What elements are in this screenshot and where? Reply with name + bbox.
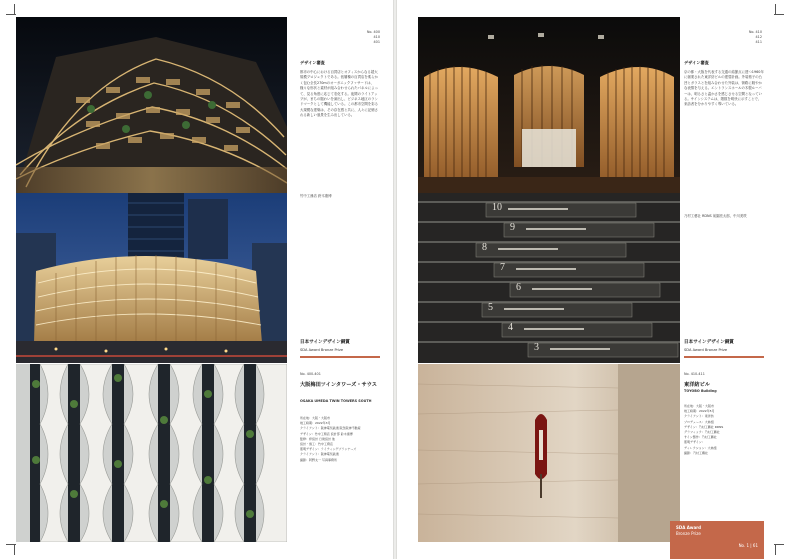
credit-line: サイン製作：乃村工藝社	[684, 435, 717, 440]
floor-number-labels	[418, 193, 680, 363]
credit-line: 設計・施工：竹中工務店	[300, 442, 334, 447]
credit-line: ディレクション：大林組	[684, 445, 717, 450]
credit-line: 竣工時期：2022年3月	[300, 421, 331, 426]
section-heading: デザイン審査	[300, 60, 325, 65]
credit-line: 所在地：大阪・大阪市	[684, 404, 715, 408]
review-text: 京の都・大阪を代表する交通の結節点に建つ1960年に創業された東洋紡ビルの建替計画。外装格子の凸凹とガラスとを組み合わせた外装は、街路に軽やかな表情を与える。エントランスホールの木製ルーバーは、明るさと温かさを感じさせる空間となっている。サインシステムは、階数を明快に示すことで、来訪者を分かりやすく導いている。	[684, 70, 764, 107]
credit-line: グラフィック：乃村工藝社	[684, 430, 720, 435]
credit-line: 所在地：大阪・大阪市	[300, 416, 331, 420]
section-heading: デザイン審査	[684, 60, 709, 65]
floor-number: 7	[500, 262, 505, 273]
credit-line: 監修：梓設計 日建設計 他	[300, 436, 335, 441]
crop-mark	[14, 4, 15, 14]
accent-rule	[300, 356, 380, 358]
credit-line: クライアント：阪神電気鉄道	[300, 452, 339, 457]
reviewer-name: 乃村工藝社 RDNS 前園亮太郎、中川美咲	[684, 214, 747, 218]
photo-facade-panels-day	[16, 364, 287, 542]
floor-number: 5	[488, 302, 493, 313]
spine-gutter	[393, 0, 397, 559]
project-title-en: OSAKA UMEDA TWIN TOWERS SOUTH	[300, 399, 372, 403]
crop-mark	[775, 545, 776, 555]
credit-line: デザイン：竹中工務店 設計部 鈴木康博	[300, 431, 353, 436]
project-title-en: TOYOBO Building	[684, 389, 717, 393]
credits-list	[300, 416, 386, 463]
award-tab	[670, 521, 764, 559]
page-number: No. 410 412 411	[748, 30, 762, 44]
credits-list	[684, 404, 770, 456]
review-text: 都市の中心における百貨店とオフィスからなる超大規模プロジェクトである。低層棟の百貨店を柔らかく包む全長270mのオーガニックファサードは、様々な形状と素材が組み合わせられたパネルによって、見る角度に応じて変化する。夜間のライトアップが、まちの賑わいを演出し、ビジネス地区のランドマークとして機能している。この都市空間を彩る大規模な建築は、その存在感と共に、人々に記憶される新しい風景を生み出している。	[300, 70, 378, 118]
credit-line: 照明デザイン：	[684, 440, 705, 445]
floor-number: 4	[508, 322, 513, 333]
photo-facade-night	[16, 17, 287, 193]
accent-rule	[684, 356, 764, 358]
photo-department-store-dusk	[16, 193, 287, 363]
credit-line: デザイン：乃村工藝社 RDNS	[684, 424, 724, 429]
floor-number: 10	[492, 202, 502, 213]
crop-mark	[774, 14, 784, 15]
prize-title: 日本サインデザイン銅賞	[300, 340, 350, 345]
prize-subtitle: SDA Award Bronze Prize	[684, 348, 728, 352]
award-tab-page: No. 1 | 61	[738, 543, 758, 548]
photo-stone-wall-sign-pole	[418, 364, 680, 542]
award-tab-line1: SDA Award	[676, 525, 702, 530]
floor-number: 9	[510, 222, 515, 233]
crop-mark	[14, 545, 15, 555]
crop-mark	[775, 4, 776, 14]
credit-line: 撮影：乃村工藝社	[684, 450, 709, 455]
credit-line: プロデュース：大林組	[684, 419, 714, 424]
floor-number: 3	[534, 342, 539, 353]
entry-code: No. 400-401	[300, 372, 321, 376]
prize-title: 日本サインデザイン銅賞	[684, 340, 734, 345]
floor-number: 8	[482, 242, 487, 253]
reviewer-name: 竹中工務店 鈴木康博	[300, 194, 332, 198]
project-title: 東洋紡ビル	[684, 382, 710, 388]
entry-code: No. 410-411	[684, 372, 705, 376]
credit-line: 照明デザイン：ライティングプランナーズ	[300, 447, 357, 452]
credit-line: 撮影：阿野太一 写真事務所	[300, 457, 337, 462]
award-tab-line2: Bronze Prize	[676, 531, 701, 536]
page-number: No. 400 410 401	[366, 30, 380, 44]
photo-entrance-louvers	[418, 17, 680, 193]
crop-mark	[6, 14, 16, 15]
floor-number: 6	[516, 282, 521, 293]
credit-line: クライアント：阪神電気鉄道 阪急阪神不動産	[300, 426, 361, 431]
credit-line: 竣工時期：2022年5月	[684, 409, 715, 414]
prize-subtitle: SDA Award Bronze Prize	[300, 348, 344, 352]
project-title: 大阪梅田ツインタワーズ・サウス	[300, 382, 377, 388]
credit-line: クライアント：東洋紡	[684, 414, 714, 419]
